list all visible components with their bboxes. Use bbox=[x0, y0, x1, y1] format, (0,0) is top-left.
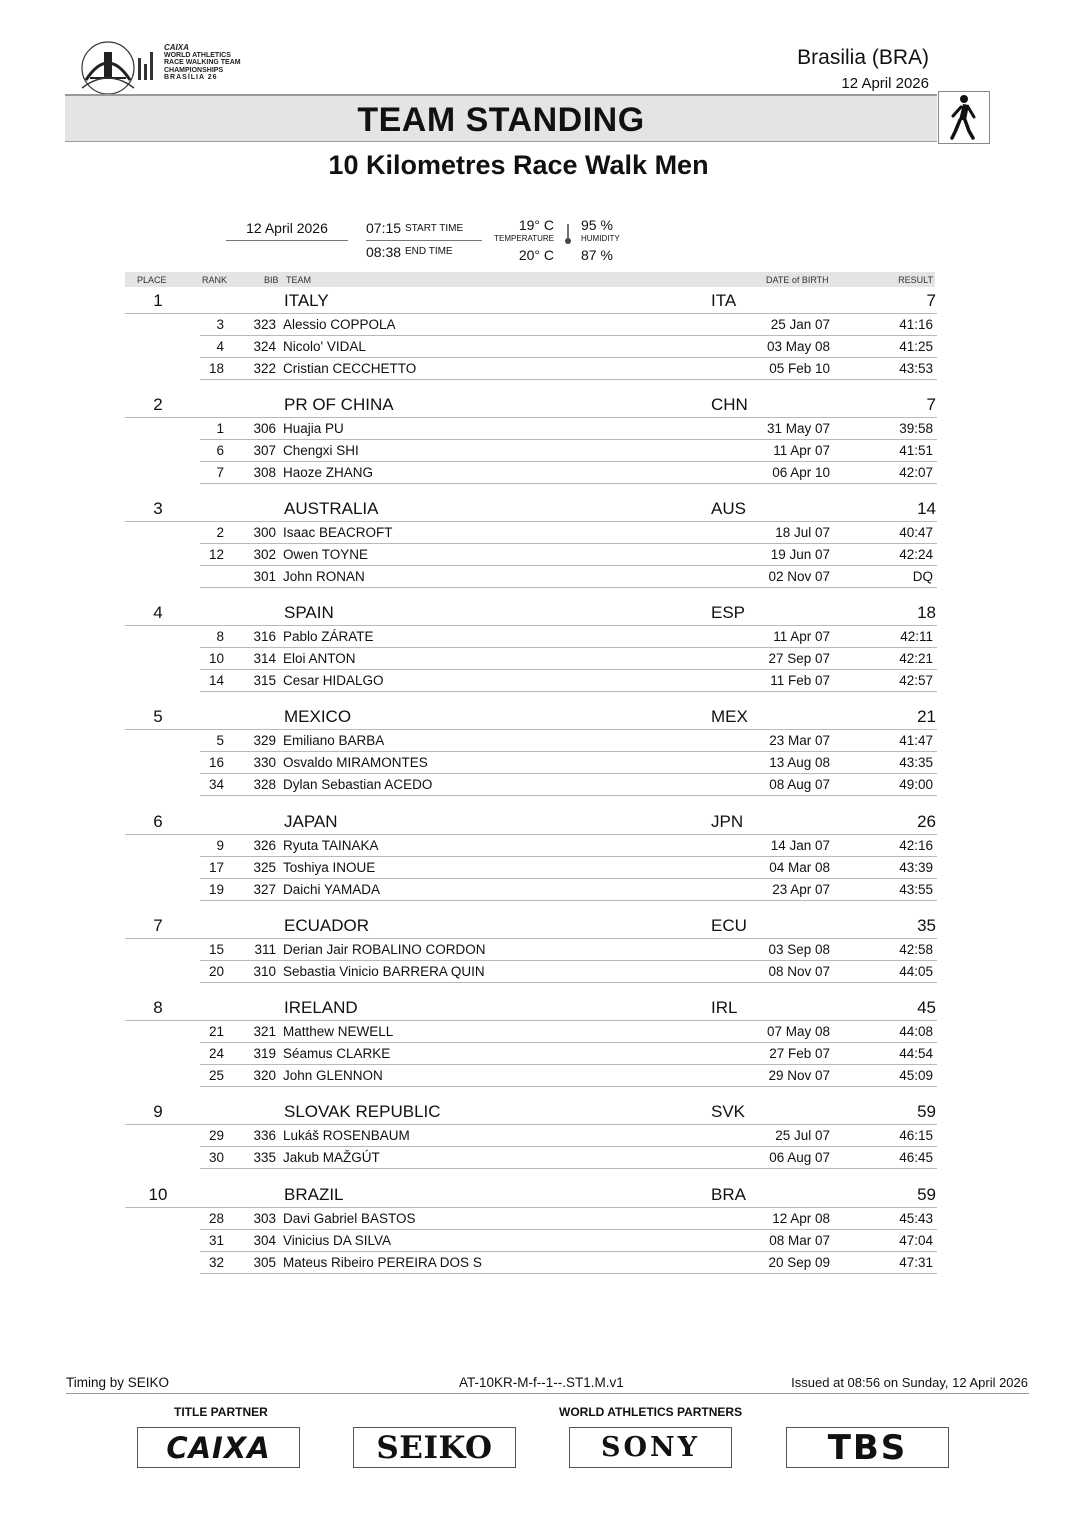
athlete-result: 46:45 bbox=[899, 1150, 933, 1165]
athlete-dob: 08 Mar 07 bbox=[769, 1233, 830, 1248]
athlete-name: Toshiya INOUE bbox=[283, 860, 376, 875]
athlete-rank: 30 bbox=[208, 1150, 224, 1165]
team-name: JAPAN bbox=[284, 812, 338, 831]
athlete-row bbox=[200, 879, 937, 901]
athlete-result: 43:53 bbox=[899, 361, 933, 376]
athlete-dob: 31 May 07 bbox=[766, 421, 830, 436]
athlete-row bbox=[200, 774, 937, 796]
athlete-rank: 10 bbox=[208, 651, 224, 666]
athlete-bib: 335 bbox=[253, 1150, 276, 1165]
athlete-bib: 328 bbox=[253, 777, 276, 792]
athlete-dob: 02 Nov 07 bbox=[768, 569, 830, 584]
athlete-bib: 316 bbox=[253, 629, 276, 644]
athlete-dob: 05 Feb 10 bbox=[769, 361, 830, 376]
athlete-bib: 323 bbox=[253, 317, 276, 332]
team-name: AUSTRALIA bbox=[284, 499, 379, 518]
athlete-result: 41:47 bbox=[899, 733, 933, 748]
athlete-rank: 20 bbox=[208, 964, 224, 979]
athlete-dob: 25 Jul 07 bbox=[775, 1128, 830, 1143]
team-place: 3 bbox=[153, 499, 163, 518]
athlete-result: 41:51 bbox=[899, 443, 933, 458]
athlete-row bbox=[200, 1252, 937, 1274]
athlete-rank: 2 bbox=[216, 525, 224, 540]
athlete-row bbox=[200, 857, 937, 879]
footer-divider bbox=[66, 1393, 1029, 1394]
athlete-name: Vinicius DA SILVA bbox=[283, 1233, 392, 1248]
athlete-dob: 04 Mar 08 bbox=[769, 860, 830, 875]
team-points: 35 bbox=[917, 916, 936, 935]
athlete-result: 44:54 bbox=[899, 1046, 933, 1061]
athlete-dob: 27 Feb 07 bbox=[769, 1046, 830, 1061]
column-date-of-birth: DATE of BIRTH bbox=[766, 275, 829, 285]
athlete-dob: 29 Nov 07 bbox=[768, 1068, 830, 1083]
team-name: SLOVAK REPUBLIC bbox=[284, 1102, 441, 1121]
athlete-name: Daichi YAMADA bbox=[283, 882, 381, 897]
logo-wordmark: CAIXA WORLD ATHLETICS RACE WALKING TEAM CHAMPIONSHIPS BRASÍLIA 26 bbox=[164, 43, 241, 82]
title-partner-label: TITLE PARTNER bbox=[174, 1405, 268, 1419]
page-title: TEAM STANDING bbox=[357, 101, 645, 139]
team-row bbox=[125, 289, 937, 314]
athlete-dob: 12 Apr 08 bbox=[772, 1211, 830, 1226]
team-points: 26 bbox=[917, 812, 936, 831]
title-band bbox=[65, 94, 937, 142]
athlete-dob: 18 Jul 07 bbox=[775, 525, 830, 540]
event-title: 10 Kilometres Race Walk Men bbox=[328, 150, 709, 180]
athlete-name: Séamus CLARKE bbox=[283, 1046, 391, 1061]
athlete-rank: 18 bbox=[208, 361, 224, 376]
athlete-rank: 19 bbox=[208, 882, 224, 897]
athlete-name: Matthew NEWELL bbox=[283, 1024, 394, 1039]
team-name: SPAIN bbox=[284, 603, 334, 622]
athlete-rank: 24 bbox=[208, 1046, 224, 1061]
athlete-bib: 330 bbox=[253, 755, 276, 770]
athlete-rank: 7 bbox=[216, 465, 224, 480]
venue: Brasilia (BRA) bbox=[797, 46, 929, 69]
athlete-rank: 6 bbox=[216, 443, 224, 458]
athlete-name: Mateus Ribeiro PEREIRA DOS S bbox=[283, 1255, 482, 1270]
column-header-bar bbox=[125, 272, 935, 287]
athlete-bib: 310 bbox=[253, 964, 276, 979]
team-place: 6 bbox=[153, 812, 163, 831]
athlete-name: Lukáš ROSENBAUM bbox=[283, 1128, 410, 1143]
athlete-rank: 5 bbox=[216, 733, 224, 748]
athlete-result: 42:11 bbox=[900, 629, 933, 644]
athlete-rank: 21 bbox=[208, 1024, 224, 1039]
athlete-result: 42:57 bbox=[899, 673, 933, 688]
temperature-start: 19° C bbox=[518, 217, 554, 233]
athlete-rank: 16 bbox=[208, 755, 224, 770]
athlete-name: Chengxi SHI bbox=[283, 443, 359, 458]
timing-credit: Timing by SEIKO bbox=[66, 1375, 170, 1390]
team-points: 21 bbox=[917, 707, 936, 726]
athlete-bib: 308 bbox=[253, 465, 276, 480]
team-block bbox=[125, 289, 937, 380]
team-code: ITA bbox=[711, 291, 737, 310]
sponsor-caixa-text: CAIXA bbox=[166, 1430, 271, 1465]
athlete-bib: 336 bbox=[253, 1128, 276, 1143]
athlete-bib: 304 bbox=[253, 1233, 276, 1248]
athlete-rank: 4 bbox=[216, 339, 224, 354]
athlete-result: 40:47 bbox=[899, 525, 933, 540]
athlete-name: Emiliano BARBA bbox=[283, 733, 385, 748]
team-points: 59 bbox=[917, 1102, 936, 1121]
athlete-dob: 13 Aug 08 bbox=[769, 755, 830, 770]
athlete-row bbox=[200, 1043, 937, 1065]
team-code: BRA bbox=[711, 1185, 746, 1204]
athlete-bib: 320 bbox=[253, 1068, 276, 1083]
athlete-dob: 07 May 08 bbox=[766, 1024, 830, 1039]
athlete-row bbox=[200, 835, 937, 857]
thermometer-icon bbox=[562, 222, 574, 246]
athlete-dob: 25 Jan 07 bbox=[770, 317, 830, 332]
athlete-row bbox=[200, 1125, 937, 1147]
athlete-result: 49:00 bbox=[899, 777, 933, 792]
athlete-row bbox=[200, 1021, 937, 1043]
humidity-end: 87 % bbox=[581, 247, 613, 263]
athlete-dob: 19 Jun 07 bbox=[770, 547, 830, 562]
athlete-bib: 314 bbox=[253, 651, 276, 666]
athlete-name: Cesar HIDALGO bbox=[283, 673, 384, 688]
sponsor-seiko-text: SEIKO bbox=[376, 1429, 493, 1466]
athlete-name: Dylan Sebastian ACEDO bbox=[283, 777, 433, 792]
team-code: JPN bbox=[711, 812, 744, 831]
athlete-name: Pablo ZÁRATE bbox=[283, 629, 374, 644]
athlete-result: 41:16 bbox=[899, 317, 933, 332]
team-place: 5 bbox=[153, 707, 163, 726]
athlete-bib: 302 bbox=[253, 547, 276, 562]
sponsor-seiko-logo bbox=[353, 1427, 516, 1468]
team-name: MEXICO bbox=[284, 707, 352, 726]
team-block bbox=[125, 810, 937, 901]
sponsor-sony-text: SONY bbox=[601, 1432, 700, 1463]
athlete-dob: 20 Sep 09 bbox=[768, 1255, 830, 1270]
athlete-dob: 11 Apr 07 bbox=[773, 629, 830, 644]
athlete-row bbox=[200, 544, 937, 566]
team-row bbox=[125, 996, 937, 1021]
athlete-result: 42:58 bbox=[899, 942, 933, 957]
athlete-row bbox=[200, 314, 937, 336]
team-points: 7 bbox=[926, 395, 936, 414]
athlete-row bbox=[200, 440, 937, 462]
sponsor-tbs-logo bbox=[786, 1427, 949, 1468]
athlete-rank: 12 bbox=[208, 547, 224, 562]
athlete-dob: 11 Apr 07 bbox=[773, 443, 830, 458]
athlete-rank: 28 bbox=[208, 1211, 224, 1226]
athlete-result: 43:35 bbox=[899, 755, 933, 770]
athlete-row bbox=[200, 418, 937, 440]
athlete-name: Ryuta TAINAKA bbox=[283, 838, 379, 853]
team-points: 7 bbox=[926, 291, 936, 310]
race-walker-icon-box bbox=[938, 91, 990, 144]
athlete-name: Derian Jair ROBALINO CORDON bbox=[283, 942, 486, 957]
athlete-result: 47:04 bbox=[899, 1233, 933, 1248]
athlete-row bbox=[200, 336, 937, 358]
start-time-label: START TIME bbox=[405, 223, 464, 234]
team-block bbox=[125, 1100, 937, 1169]
athlete-row bbox=[200, 939, 937, 961]
team-row bbox=[125, 705, 937, 730]
team-points: 14 bbox=[917, 499, 936, 518]
team-row bbox=[125, 810, 937, 835]
team-block bbox=[125, 601, 937, 692]
athlete-result: 41:25 bbox=[899, 339, 933, 354]
team-code: SVK bbox=[711, 1102, 746, 1121]
team-code: CHN bbox=[711, 395, 748, 414]
team-name: IRELAND bbox=[284, 998, 358, 1017]
athlete-bib: 305 bbox=[253, 1255, 276, 1270]
column-place: PLACE bbox=[137, 275, 167, 285]
sponsor-caixa-logo bbox=[137, 1427, 300, 1468]
athlete-name: John RONAN bbox=[283, 569, 365, 584]
athlete-name: Alessio COPPOLA bbox=[283, 317, 396, 332]
world-athletics-partners-label: WORLD ATHLETICS PARTNERS bbox=[559, 1405, 743, 1419]
team-code: MEX bbox=[711, 707, 748, 726]
athlete-bib: 325 bbox=[253, 860, 276, 875]
athlete-rank: 31 bbox=[208, 1233, 224, 1248]
athlete-bib: 319 bbox=[253, 1046, 276, 1061]
athlete-dob: 06 Aug 07 bbox=[769, 1150, 830, 1165]
athlete-name: Davi Gabriel BASTOS bbox=[283, 1211, 416, 1226]
athlete-result: 45:43 bbox=[899, 1211, 933, 1226]
athlete-name: Owen TOYNE bbox=[283, 547, 369, 562]
athlete-rank: 17 bbox=[208, 860, 224, 875]
athlete-row bbox=[200, 961, 937, 983]
issued-timestamp: Issued at 08:56 on Sunday, 12 April 2026 bbox=[791, 1375, 1028, 1390]
team-place: 2 bbox=[153, 395, 163, 414]
team-code: AUS bbox=[711, 499, 746, 518]
team-name: ITALY bbox=[284, 291, 329, 310]
team-row bbox=[125, 914, 937, 939]
team-code: IRL bbox=[711, 998, 738, 1017]
athlete-name: Cristian CECCHETTO bbox=[283, 361, 417, 376]
athlete-dob: 11 Feb 07 bbox=[770, 673, 830, 688]
athlete-bib: 311 bbox=[254, 942, 276, 957]
athlete-rank: 32 bbox=[208, 1255, 224, 1270]
athlete-row bbox=[200, 462, 937, 484]
athlete-name: Isaac BEACROFT bbox=[283, 525, 393, 540]
athlete-row bbox=[200, 648, 937, 670]
race-walker-icon bbox=[939, 92, 989, 143]
team-place: 4 bbox=[153, 603, 163, 622]
athlete-bib: 324 bbox=[253, 339, 276, 354]
athlete-bib: 303 bbox=[253, 1211, 276, 1226]
athlete-row bbox=[200, 670, 937, 692]
athlete-dob: 23 Mar 07 bbox=[769, 733, 830, 748]
athlete-bib: 306 bbox=[253, 421, 276, 436]
athlete-result: 42:21 bbox=[899, 651, 933, 666]
athlete-result: 47:31 bbox=[899, 1255, 933, 1270]
header-date: 12 April 2026 bbox=[841, 75, 929, 92]
athlete-row bbox=[200, 1230, 937, 1252]
team-code: ESP bbox=[711, 603, 746, 622]
athlete-name: Haoze ZHANG bbox=[283, 465, 374, 480]
team-block bbox=[125, 497, 937, 588]
athlete-row bbox=[200, 1208, 937, 1230]
athlete-bib: 301 bbox=[253, 569, 276, 584]
athlete-dob: 14 Jan 07 bbox=[770, 838, 830, 853]
athlete-dob: 08 Nov 07 bbox=[768, 964, 830, 979]
athlete-name: Eloi ANTON bbox=[283, 651, 356, 666]
athlete-row bbox=[200, 1147, 937, 1169]
team-points: 18 bbox=[917, 603, 936, 622]
athlete-result: 46:15 bbox=[899, 1128, 933, 1143]
team-name: ECUADOR bbox=[284, 916, 370, 935]
athlete-result: 44:05 bbox=[899, 964, 933, 979]
column-rank: RANK bbox=[202, 275, 228, 285]
athlete-rank: 3 bbox=[216, 317, 224, 332]
team-place: 1 bbox=[153, 291, 163, 310]
athlete-row bbox=[200, 566, 937, 588]
start-time: 07:15 bbox=[366, 220, 402, 236]
team-row bbox=[125, 1183, 937, 1208]
athlete-bib: 307 bbox=[253, 443, 276, 458]
athlete-bib: 321 bbox=[253, 1024, 276, 1039]
team-row bbox=[125, 1100, 937, 1125]
athlete-dob: 06 Apr 10 bbox=[772, 465, 830, 480]
team-block bbox=[125, 1183, 937, 1274]
team-row bbox=[125, 601, 937, 626]
athlete-bib: 329 bbox=[253, 733, 276, 748]
athlete-row bbox=[200, 626, 937, 648]
athlete-result: 44:08 bbox=[899, 1024, 933, 1039]
athlete-name: Nicolo' VIDAL bbox=[283, 339, 366, 354]
athlete-bib: 327 bbox=[253, 882, 276, 897]
athlete-bib: 315 bbox=[253, 673, 276, 688]
sponsor-tbs-text: TBS bbox=[827, 1427, 908, 1468]
athlete-name: John GLENNON bbox=[283, 1068, 383, 1083]
athlete-dob: 03 Sep 08 bbox=[768, 942, 830, 957]
athlete-result: DQ bbox=[912, 569, 933, 584]
temperature-label: TEMPERATURE bbox=[494, 234, 554, 243]
athlete-dob: 08 Aug 07 bbox=[769, 777, 830, 792]
athlete-result: 45:09 bbox=[899, 1068, 933, 1083]
athlete-dob: 03 May 08 bbox=[766, 339, 830, 354]
athlete-bib: 322 bbox=[253, 361, 276, 376]
athlete-result: 42:07 bbox=[899, 465, 933, 480]
athlete-rank: 9 bbox=[216, 838, 224, 853]
athlete-row bbox=[200, 358, 937, 380]
athlete-result: 39:58 bbox=[899, 421, 933, 436]
athlete-result: 43:39 bbox=[899, 860, 933, 875]
athlete-bib: 300 bbox=[253, 525, 276, 540]
athlete-rank: 15 bbox=[208, 942, 224, 957]
column-team: TEAM bbox=[286, 275, 312, 285]
athlete-name: Huajia PU bbox=[283, 421, 344, 436]
athlete-dob: 23 Apr 07 bbox=[772, 882, 830, 897]
team-block bbox=[125, 705, 937, 796]
humidity-start: 95 % bbox=[581, 217, 613, 233]
team-row bbox=[125, 497, 937, 522]
athlete-dob: 27 Sep 07 bbox=[768, 651, 830, 666]
athlete-rank: 29 bbox=[208, 1128, 224, 1143]
team-name: PR OF CHINA bbox=[284, 395, 394, 414]
sponsor-sony-logo bbox=[569, 1427, 732, 1468]
athlete-row bbox=[200, 522, 937, 544]
team-block bbox=[125, 914, 937, 983]
race-date: 12 April 2026 bbox=[226, 220, 348, 241]
athlete-rank: 14 bbox=[208, 673, 224, 688]
team-points: 59 bbox=[917, 1185, 936, 1204]
team-place: 9 bbox=[153, 1102, 163, 1121]
athlete-row bbox=[200, 1065, 937, 1087]
team-place: 10 bbox=[148, 1185, 168, 1204]
athlete-bib: 326 bbox=[253, 838, 276, 853]
athlete-rank: 34 bbox=[208, 777, 224, 792]
athlete-row bbox=[200, 730, 937, 752]
team-place: 7 bbox=[153, 916, 163, 935]
document-code: AT-10KR-M-f--1--.ST1.M.v1 bbox=[459, 1375, 624, 1390]
team-block bbox=[125, 393, 937, 484]
athlete-rank: 1 bbox=[216, 421, 224, 436]
athlete-result: 42:24 bbox=[899, 547, 933, 562]
athlete-name: Sebastia Vinicio BARRERA QUIN bbox=[283, 964, 485, 979]
athlete-rank: 8 bbox=[216, 629, 224, 644]
athlete-rank: 25 bbox=[208, 1068, 224, 1083]
team-block bbox=[125, 996, 937, 1087]
team-code: ECU bbox=[711, 916, 747, 935]
temperature-end: 20° C bbox=[518, 247, 554, 263]
team-place: 8 bbox=[153, 998, 163, 1017]
column-bib: BIB bbox=[264, 275, 279, 285]
team-points: 45 bbox=[917, 998, 936, 1017]
time-divider bbox=[366, 240, 482, 241]
humidity-label: HUMIDITY bbox=[581, 234, 620, 243]
athlete-result: 43:55 bbox=[899, 882, 933, 897]
athlete-result: 42:16 bbox=[899, 838, 933, 853]
end-time: 08:38 bbox=[366, 244, 402, 260]
end-time-label: END TIME bbox=[405, 246, 453, 257]
column-result: RESULT bbox=[898, 275, 933, 285]
athlete-name: Jakub MAŽGÚT bbox=[283, 1150, 380, 1165]
team-row bbox=[125, 393, 937, 418]
athlete-name: Osvaldo MIRAMONTES bbox=[283, 755, 428, 770]
team-name: BRAZIL bbox=[284, 1185, 344, 1204]
athlete-row bbox=[200, 752, 937, 774]
